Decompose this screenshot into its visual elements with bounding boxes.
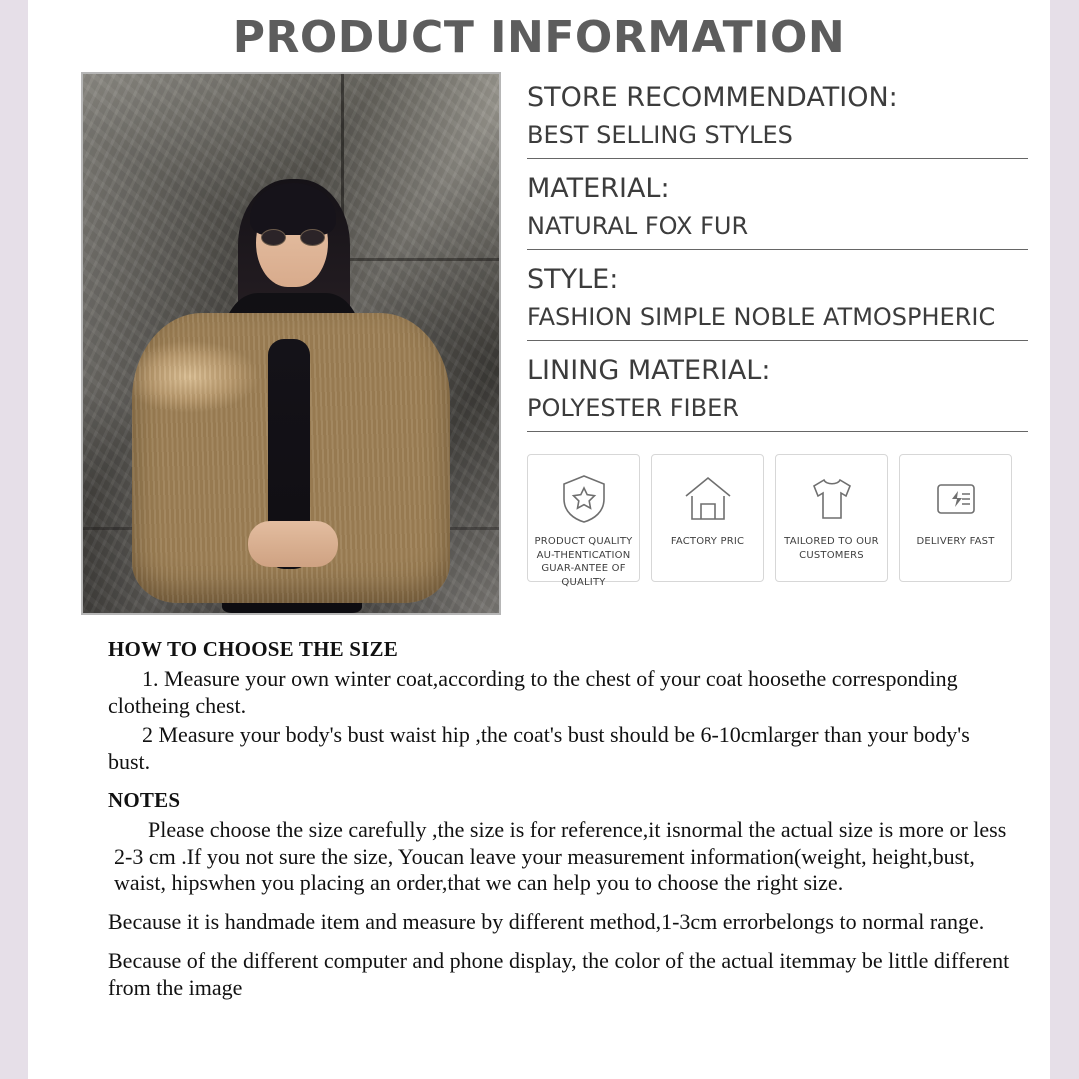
size-guide-section (28, 615, 1050, 1001)
size-guide-step-1: 1. Measure your own winter coat,according to the chest of your coat hoosethe corresponding clotheing chest. (108, 666, 958, 719)
size-guide-step-2: 2 Measure your body's bust waist hip ,the coat's bust should be 6-10cmlarger than your body's bust. (108, 722, 970, 774)
product-overview-row (28, 62, 1050, 615)
tshirt-icon (804, 471, 860, 527)
model-figure (126, 143, 456, 613)
badge-factory-price (651, 454, 764, 582)
spec-value: BEST SELLING STYLES (527, 113, 1028, 159)
badge-label: DELIVERY FAST (916, 536, 995, 548)
size-guide-heading: HOW TO CHOOSE THE SIZE (108, 637, 398, 662)
badge-delivery-fast (899, 454, 1012, 582)
notes-paragraph-2: Because it is handmade item and measure by different method,1-3cm errorbelongs to normal range. (108, 909, 985, 935)
shield-star-icon (556, 471, 612, 527)
badge-label: FACTORY PRIC (670, 536, 745, 548)
product-information-sheet (28, 0, 1050, 1079)
model-hands (248, 521, 338, 567)
spec-key: STORE RECOMMENDATION: (527, 82, 898, 114)
spec-item (527, 355, 1028, 432)
spec-item (527, 264, 1028, 341)
sunglasses-icon (261, 229, 325, 247)
spec-value: NATURAL FOX FUR (527, 204, 1028, 250)
spec-item (527, 173, 1028, 250)
notes-paragraph-3: Because of the different computer and phone display, the color of the actual itemmay be little different from the image (108, 948, 1010, 1000)
spec-value: POLYESTER FIBER (527, 386, 1028, 432)
badge-quality-authentication (527, 454, 640, 588)
notes-heading: NOTES (108, 787, 181, 812)
spec-key: STYLE: (527, 264, 619, 296)
spec-list (501, 72, 1028, 588)
factory-house-icon (680, 471, 736, 527)
product-photo (81, 72, 501, 615)
badge-label: TAILORED TO OUR CUSTOMERS (784, 536, 879, 561)
spec-value: FASHION SIMPLE NOBLE ATMOSPHERIC (527, 295, 1028, 341)
page-title: PRODUCT INFORMATION (232, 12, 846, 63)
fast-delivery-icon (928, 471, 984, 527)
spec-key: MATERIAL: (527, 173, 670, 205)
badge-tailored (775, 454, 888, 582)
spec-key: LINING MATERIAL: (527, 355, 771, 387)
spec-item (527, 82, 1028, 159)
notes-paragraph-1: Please choose the size carefully ,the size is for reference,it isnormal the actual size is more or less 2-3 cm .If you not sure the size, Youcan leave your measurement information(weight, height,bust, waist, hipswhen you placing an order,that we can help you to choose the right size. (114, 816, 1007, 896)
badge-label: PRODUCT QUALITY AU-THENTICATION GUAR-ANTEE OF QUALITY (534, 536, 633, 588)
feature-badges (527, 432, 1028, 588)
